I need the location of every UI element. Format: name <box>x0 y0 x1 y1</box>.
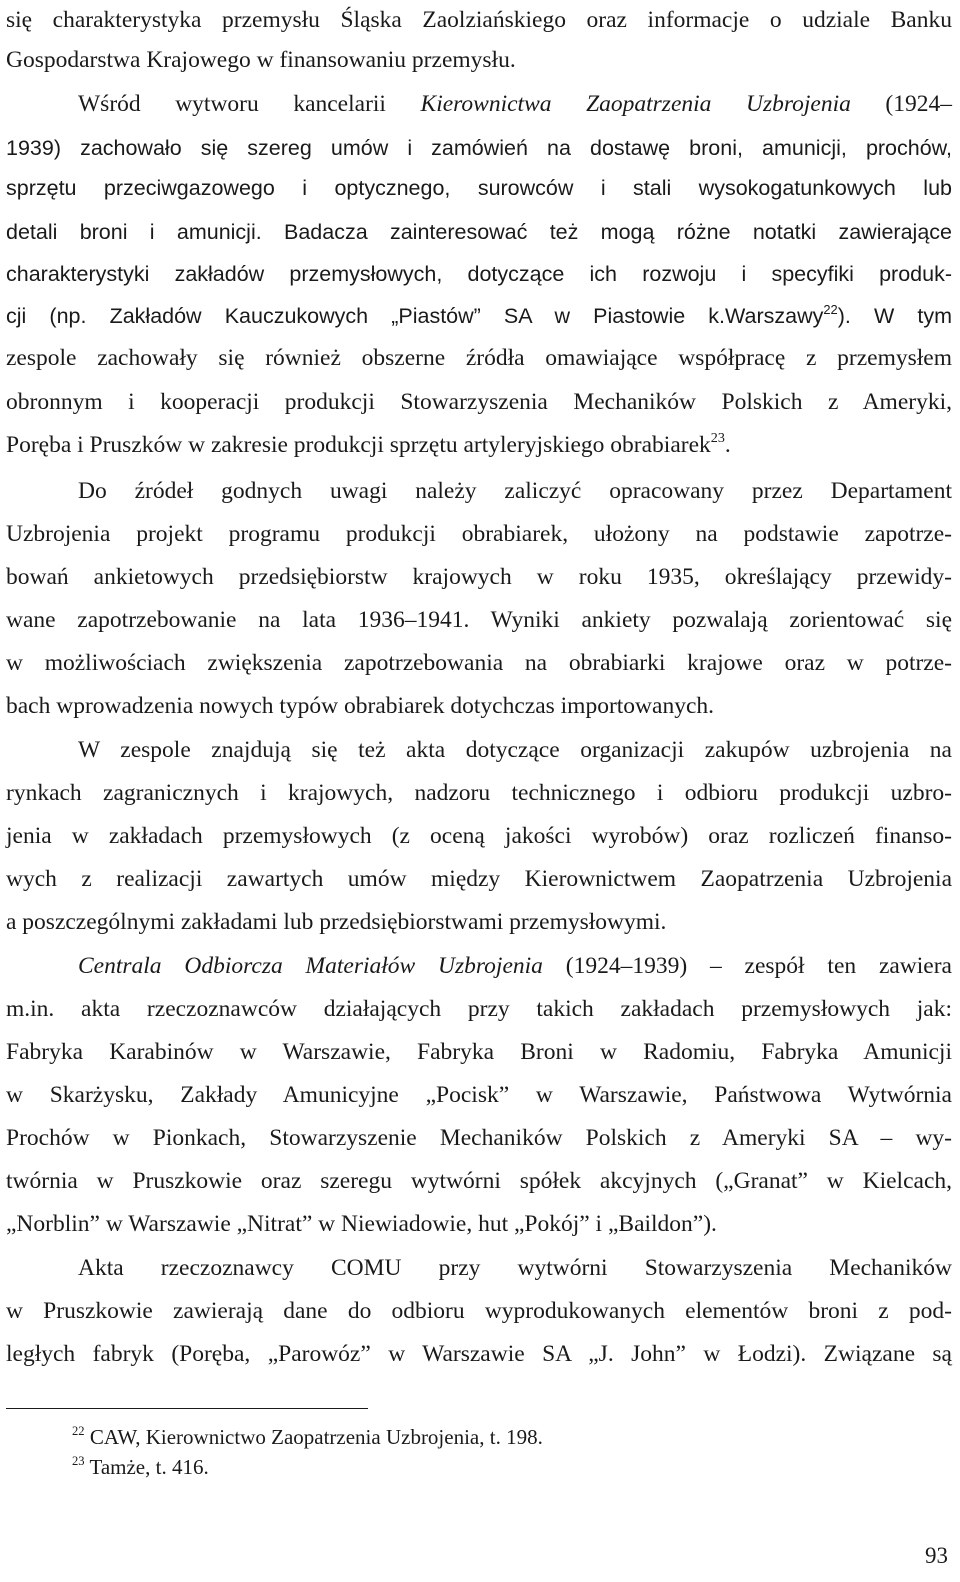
line-text: ). W tym <box>837 304 952 328</box>
text-line: bowań ankietowych przedsiębiorstw krajowych w roku 1935, określający przewidy- <box>6 564 952 590</box>
text-line: w Pruszkowie zawierają dane do odbioru wyprodukowanych elementów broni z pod- <box>6 1298 952 1324</box>
footnote <box>72 1452 209 1482</box>
text-line: bach wprowadzenia nowych typów obrabiarek dotychczas importowanych. <box>6 693 715 719</box>
line-text: . <box>724 432 731 458</box>
text-line: sprzętu przeciwgazowego i optycznego, surowców i stali wysokogatunkowych lub <box>6 176 952 200</box>
text-line <box>6 425 952 465</box>
fond-title: Kierownictwa Zaopatrzenia Uzbrojenia <box>420 91 851 117</box>
text-line: m.in. akta rzeczoznawców działających przy takich zakładach przemysłowych jak: <box>6 996 952 1022</box>
text-line: 1939) zachowało się szereg umów i zamówień na dostawę broni, amunicji, prochów, <box>6 136 952 160</box>
text-line: Gospodarstwa Krajowego w finansowaniu przemysłu. <box>6 47 516 73</box>
line-text: (1924– <box>885 91 952 117</box>
text-line: Akta rzeczoznawcy COMU przy wytwórni Stowarzyszenia Mechaników <box>78 1255 952 1281</box>
line-text: (1924–1939) – zespół ten zawiera <box>565 953 952 979</box>
text-line: się charakterystyka przemysłu Śląska Zaolziańskiego oraz informacje o udziale Banku <box>6 7 952 33</box>
text-line: a poszczególnymi zakładami lub przedsiębiorstwami przemysłowymi. <box>6 909 667 935</box>
text-line: charakterystyki zakładów przemysłowych, dotyczące ich rozwoju i specyfiki produk- <box>6 262 952 286</box>
text-line: zespole zachowały się również obszerne źródła omawiające współpracę z przemysłem <box>6 345 952 371</box>
text-line: Fabryka Karabinów w Warszawie, Fabryka Broni w Radomiu, Fabryka Amunicji <box>6 1039 952 1065</box>
line-text: Poręba i Pruszków w zakresie produkcji sprzętu artyleryjskiego obrabiarek <box>6 432 711 458</box>
text-line: ległych fabryk (Poręba, „Parowóz” w Warszawie SA „J. John” w Łodzi). Związane są <box>6 1341 952 1367</box>
text-line: rynkach zagranicznych i krajowych, nadzoru technicznego i odbioru produkcji uzbro- <box>6 780 952 806</box>
footnote-ref: 22 <box>823 301 838 317</box>
line-text: Wśród wytworu kancelarii <box>78 91 386 117</box>
text-line: Prochów w Pionkach, Stowarzyszenie Mechaników Polskich z Ameryki SA – wy- <box>6 1125 952 1151</box>
footnote-ref: 23 <box>710 430 725 447</box>
fond-title: Centrala Odbiorcza Materiałów Uzbrojenia <box>78 953 543 979</box>
text-line <box>78 946 952 986</box>
footnote-text: Tamże, t. 416. <box>89 1455 209 1479</box>
footnote-number: 23 <box>72 1454 85 1469</box>
text-line: w Skarżysku, Zakłady Amunicyjne „Pocisk” w Warszawie, Państwowa Wytwórnia <box>6 1082 952 1108</box>
text-line: „Norblin” w Warszawie „Nitrat” w Niewiadowie, hut „Pokój” i „Baildon”). <box>6 1211 717 1237</box>
text-line: wych z realizacji zawartych umów między Kierownictwem Zaopatrzenia Uzbrojenia <box>6 866 952 892</box>
text-line <box>78 84 952 124</box>
text-line: W zespole znajdują się też akta dotyczące organizacji zakupów uzbrojenia na <box>78 737 952 763</box>
text-line: wane zapotrzebowanie na lata 1936–1941. Wyniki ankiety pozwalają zorientować się <box>6 607 952 633</box>
text-line: w możliwościach zwiększenia zapotrzebowania na obrabiarki krajowe oraz w potrze- <box>6 650 952 676</box>
text-line: jenia w zakładach przemysłowych (z oceną jakości wyrobów) oraz rozliczeń finanso- <box>6 823 952 849</box>
footnote-number: 22 <box>72 1424 85 1439</box>
footnote-text: CAW, Kierownictwo Zaopatrzenia Uzbrojenia, t. 198. <box>89 1425 543 1449</box>
text-line: Uzbrojenia projekt programu produkcji obrabiarek, ułożony na podstawie zapotrze- <box>6 521 952 547</box>
text-line: detali broni i amunicji. Badacza zainteresować też mogą różne notatki zawierające <box>6 220 952 244</box>
line-text: cji (np. Zakładów Kauczukowych „Piastów” SA w Piastowie k.Warszawy <box>6 304 824 328</box>
footnote <box>72 1422 543 1452</box>
page-number: 93 <box>925 1543 948 1568</box>
text-line <box>6 296 952 336</box>
footnote-separator <box>6 1408 368 1409</box>
text-line: Do źródeł godnych uwagi należy zaliczyć opracowany przez Departament <box>78 478 952 504</box>
text-line: twórnia w Pruszkowie oraz szeregu wytwórni spółek akcyjnych („Granat” w Kielcach, <box>6 1168 952 1194</box>
text-line: obronnym i kooperacji produkcji Stowarzyszenia Mechaników Polskich z Ameryki, <box>6 389 952 415</box>
